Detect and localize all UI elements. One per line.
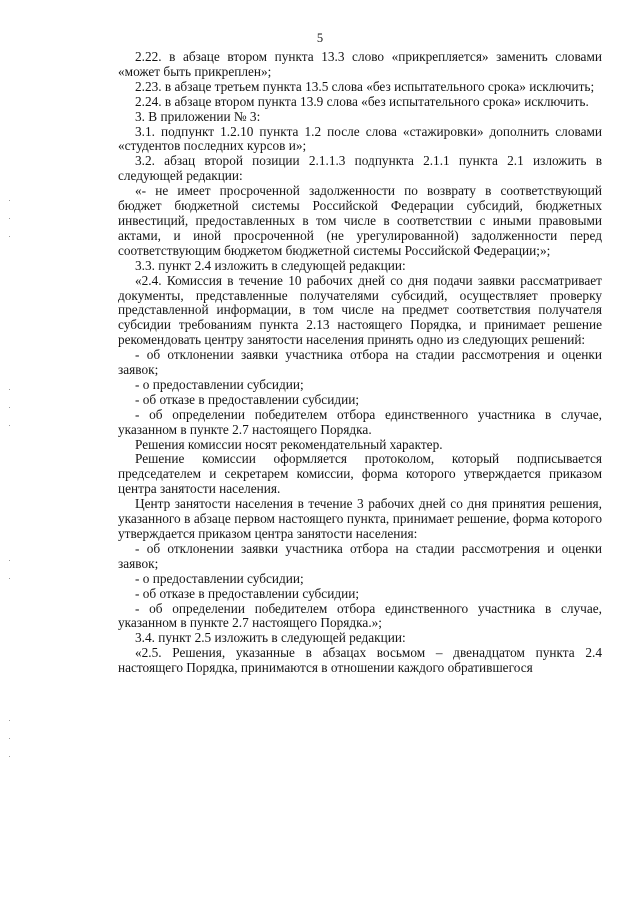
paragraph: Центр занятости населения в течение 3 рабочих дней со дня принятия решения, указанного в абзаце первом настоящего пункта, принимает решение, форма которого утверждается приказом центра занятости населения: [118,496,602,541]
paragraph: - о предоставлении субсидии; [135,376,304,392]
paragraph: 3. В приложении № 3: [135,108,261,124]
paragraph: 2.23. в абзаце третьем пункта 13.5 слова «без испытательного срока» исключить; [135,78,595,94]
paragraph: - об отказе в предоставлении субсидии; [135,585,360,601]
paragraph: 3.4. пункт 2.5 изложить в следующей редакции: [135,630,406,646]
paragraph: 2.24. в абзаце втором пункта 13.9 слова «без испытательного срока» исключить. [135,93,589,109]
paragraph: Решения комиссии носят рекомендательный характер. [135,436,443,452]
paragraph: «2.4. Комиссия в течение 10 рабочих дней со дня подачи заявки рассматривает документы, представленные получателями субсидий, осуществляет проверку представленной информации, в том числе на предмет соответствия получателя субсидии требованиям пункта 2.13 настоящего Порядка, и принимает решение рекомендовать центру занятости населения принять одно из следующих решений: [118,272,602,348]
paragraph: - об отклонении заявки участника отбора на стадии рассмотрения и оценки заявок; [118,540,602,571]
paragraph: - об отказе в предоставлении субсидии; [135,391,360,407]
document-body [118,50,602,676]
paragraph: - об определении победителем отбора единственного участника в случае, указанном в пункте 2.7 настоящего Порядка.»; [118,600,602,631]
paragraph: Решение комиссии оформляется протоколом, который подписывается председателем и секретарем комиссии, форма которого утверждается приказом центра занятости населения. [118,451,602,497]
paragraph: - об определении победителем отбора единственного участника в случае, указанном в пункте 2.7 настоящего Порядка. [118,406,602,437]
paragraph: 3.3. пункт 2.4 изложить в следующей редакции: [135,257,406,273]
paragraph: - об отклонении заявки участника отбора на стадии рассмотрения и оценки заявок; [118,347,602,378]
paragraph: 2.22. в абзаце втором пункта 13.3 слово «прикрепляется» заменить словами «может быть прикреплен»; [118,49,602,79]
paragraph: - о предоставлении субсидии; [135,570,304,586]
paragraph: «- не имеет просроченной задолженности по возврату в соответствующий бюджет бюджетной системы Российской Федерации субсидий, бюджетных инвестиций, предоставленных в том числе в соответствии с иными правовыми актами, и иной просроченной (не урегулированной) задолженности перед соответствующим бюджетом бюджетной системы Российской Федерации;»; [118,183,602,258]
paragraph: 3.2. абзац второй позиции 2.1.1.3 подпункта 2.1.1 пункта 2.1 изложить в следующей редакции: [118,153,602,184]
page-number: 5 [316,31,324,45]
binding-margin-marks [7,0,13,905]
paragraph: «2.5. Решения, указанные в абзацах восьмом – двенадцатом пункта 2.4 настоящего Порядка, принимаются в отношении каждого обратившегося [118,645,602,676]
paragraph: 3.1. подпункт 1.2.10 пункта 1.2 после слова «стажировки» дополнить словами «студентов последних курсов и»; [118,123,602,154]
